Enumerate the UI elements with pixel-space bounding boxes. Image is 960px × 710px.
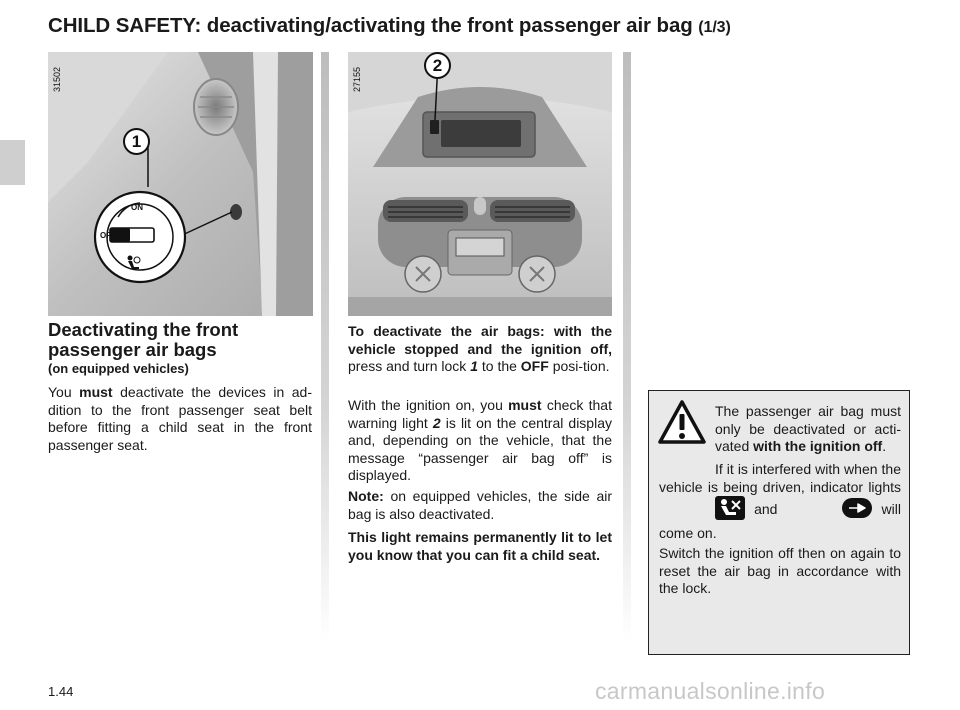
note-label: Note: [348,488,384,504]
watermark: carmanualsonline.info [595,678,826,704]
text-span: press and turn lock [348,358,467,374]
emphasis: must [508,397,542,413]
page-title [48,14,731,38]
light-info [348,529,612,564]
warning-text-3: Switch the ignition off then on again to reset the air bag in accordance with the lock. [659,545,901,596]
emphasis: with the ignition off [753,438,883,454]
item-number: 1 [470,358,478,374]
text-span: on equipped vehicles, the side air bag is also deactivated. [348,488,613,522]
passenger-airbag-off-icon [659,496,745,525]
airbag-fault-icon [786,498,872,523]
central-display-photo [348,52,612,316]
text-span: The passenger air bag must only be deactivated or acti-vated [715,403,901,454]
chapter-tab [0,140,25,185]
airbag-lock-photo [48,52,313,316]
instruction-check [348,397,612,485]
text-span: posi-tion. [552,358,610,374]
callout-2: 2 [424,52,451,79]
text-span: will come on. [659,500,901,541]
photo-ref-number: 31502 [52,66,62,92]
warning-text-2 [659,461,901,542]
note-paragraph [348,488,612,523]
title-text: CHILD SAFETY: deactivating/activating the front passenger air bag [48,14,693,37]
column-divider-right [623,52,631,642]
photo-ref-number: 27155 [352,66,362,92]
intro-paragraph [48,384,312,454]
section-heading: Deactivating the front passenger air bags [48,319,239,360]
warning-text-1 [715,403,901,456]
instruction-deactivate [348,323,612,376]
emphasis: must [79,384,113,400]
emphasis: This light remains permanently lit to let you know that you can fit a child seat. [348,529,612,563]
text-span: check that warning light [348,397,612,431]
item-number: 2 [432,414,441,431]
switch-off-label: OFF [100,231,116,240]
text-span: If it is interfered with when the vehicle is being driven, indicator lights [659,461,901,495]
text-span: You [48,384,72,400]
text-span: to the [481,358,517,374]
text-span: . [882,438,887,454]
text-span: With the ignition on, you [348,397,503,413]
switch-on-label: ON [131,203,143,212]
page-number: 1.44 [48,684,74,699]
warning-triangle-icon [657,399,707,445]
section-subheading: (on equipped vehicles) [48,361,189,376]
text-span: and [754,500,778,517]
column-divider-left [321,52,329,642]
text-span: is lit on the central display and, depending on the vehicle, that the message “passenger air bag off” is displayed. [348,414,612,483]
emphasis: OFF [520,358,549,374]
text-span: deactivate the devices in ad-dition to the front passenger seat belt before fitting a child seat in the front passenger seat. [48,384,313,453]
emphasis: To deactivate the air bags: with the vehicle stopped and the ignition off, [348,323,612,357]
callout-1: 1 [123,128,150,155]
warning-box [648,390,910,655]
title-part: (1/3) [698,19,731,36]
